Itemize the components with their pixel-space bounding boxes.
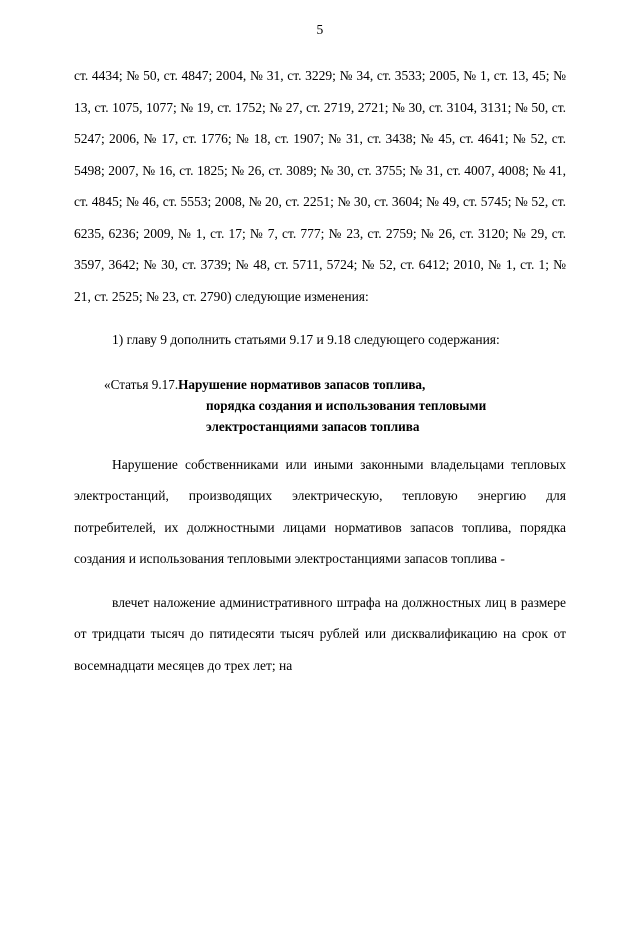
article-heading-title-line-1: Нарушение нормативов запасов топлива, <box>178 376 426 392</box>
paragraph-gap-3 <box>74 437 566 449</box>
article-heading-title-line-2: порядка создания и использования тепловыми <box>206 397 487 413</box>
article-body-paragraph-1: Нарушение собственниками или иными законными владельцами тепловых электростанций, производящих электрическую, тепловую энергию для потребителей, их должностными лицами нормативов запасов топлива, порядка создания и использования тепловыми электростанциями запасов топлива - <box>74 456 566 566</box>
document-page <box>0 22 640 927</box>
article-heading-title-line-3: электростанциями запасов топлива <box>206 418 420 434</box>
paragraph-gap-1 <box>74 312 566 324</box>
document-body <box>74 38 566 681</box>
article-heading <box>74 374 566 437</box>
article-heading-lead: «Статья 9.17. <box>104 376 179 392</box>
page-number: 5 <box>316 22 324 37</box>
article-heading-first-line <box>74 374 566 395</box>
paragraph-gap-4 <box>74 575 566 587</box>
amendment-item-1-paragraph: 1) главу 9 дополнить статьями 9.17 и 9.18 следующего содержания: <box>112 332 500 347</box>
paragraph-gap-2 <box>74 356 566 368</box>
citation-list-paragraph: ст. 4434; № 50, ст. 4847; 2004, № 31, ст. 3229; № 34, ст. 3533; 2005, № 1, ст. 13, 45; № 13, ст. 1075, 1077; № 19, ст. 1752; № 27, ст. 2719, 2721; № 30, ст. 3104, 3131; № 50, ст. 5247; 2006, № 17, ст. 1776; № 18, ст. 1907; № 31, ст. 3438; № 45, ст. 4641; № 52, ст. 5498; 2007, № 16, ст. 1825; № 26, ст. 3089; № 30, ст. 3755; № 31, ст. 4007, 4008; № 41, ст. 4845; № 46, ст. 5553; 2008, № 20, ст. 2251; № 30, ст. 3604; № 49, ст. 5745; № 52, ст. 6235, 6236; 2009, № 1, ст. 17; № 7, ст. 777; № 23, ст. 2759; № 26, ст. 3120; № 29, ст. 3597, 3642; № 30, ст. 3739; № 48, ст. 5711, 5724; № 52, ст. 6412; 2010, № 1, ст. 1; № 21, ст. 2525; № 23, ст. 2790) следующие изменения: <box>74 68 566 304</box>
article-body-paragraph-2: влечет наложение административного штрафа на должностных лиц в размере от тридцати тысяч до пятидесяти тысяч рублей или дисквалификацию на срок от восемнадцати месяцев до трех лет; на <box>74 594 566 673</box>
